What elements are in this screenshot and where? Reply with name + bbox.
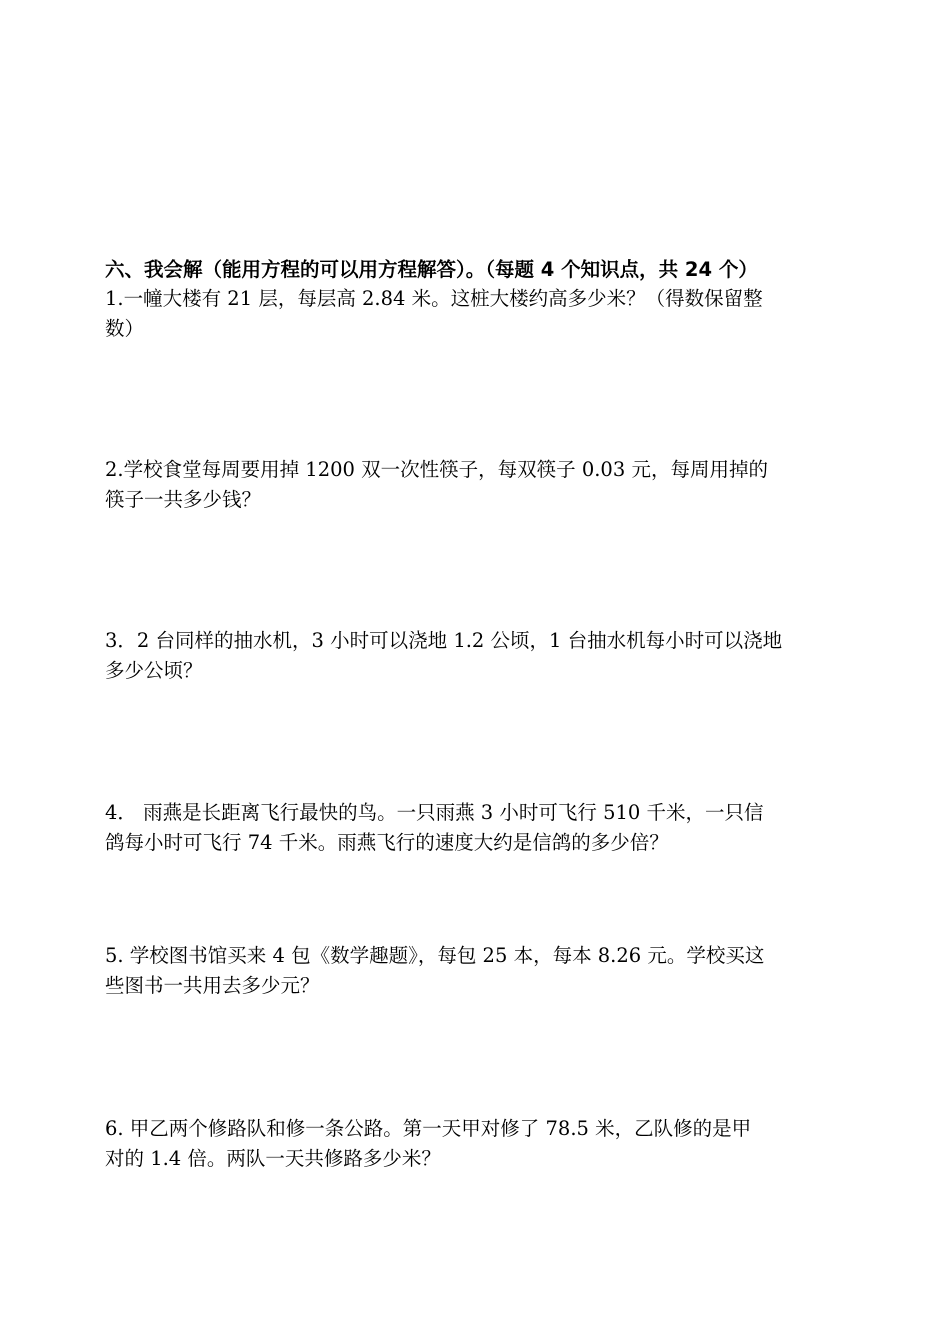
question-4 [105, 798, 847, 858]
question-1-line-2: 数） [105, 317, 145, 340]
question-3-line-1: 3．2 台同样的抽水机，3 小时可以浇地 1.2 公顷，1 台抽水机每小时可以浇地 [105, 629, 783, 652]
question-4-line-1: 4． 雨燕是长距离飞行最快的鸟。一只雨燕 3 小时可飞行 510 千米，一只信 [105, 801, 764, 824]
question-2 [105, 455, 847, 515]
question-4-line-2: 鸽每小时可飞行 74 千米。雨燕飞行的速度大约是信鸽的多少倍？ [105, 831, 669, 854]
section-heading: 六、我会解（能用方程的可以用方程解答）。（每题 4 个知识点，共 24 个） [105, 258, 758, 281]
question-6 [105, 1114, 847, 1174]
question-3 [105, 626, 847, 686]
question-3-line-2: 多少公顷？ [105, 659, 203, 682]
question-5-line-2: 些图书一共用去多少元？ [105, 974, 320, 997]
question-2-line-1: 2.学校食堂每周要用掉 1200 双一次性筷子，每双筷子 0.03 元，每周用掉的 [105, 458, 768, 481]
question-5-line-1: 5. 学校图书馆买来 4 包《数学趣题》，每包 25 本，每本 8.26 元。学校买这 [105, 944, 765, 967]
question-6-line-2: 对的 1.4 倍。两队一天共修路多少米？ [105, 1147, 441, 1170]
question-2-line-2: 筷子一共多少钱？ [105, 488, 262, 511]
question-1 [105, 284, 847, 344]
question-5 [105, 941, 847, 1001]
question-6-line-1: 6. 甲乙两个修路队和修一条公路。第一天甲对修了 78.5 米，乙队修的是甲 [105, 1117, 752, 1140]
question-1-line-1: 1.一幢大楼有 21 层，每层高 2.84 米。这桩大楼约高多少米？（得数保留整 [105, 287, 763, 310]
